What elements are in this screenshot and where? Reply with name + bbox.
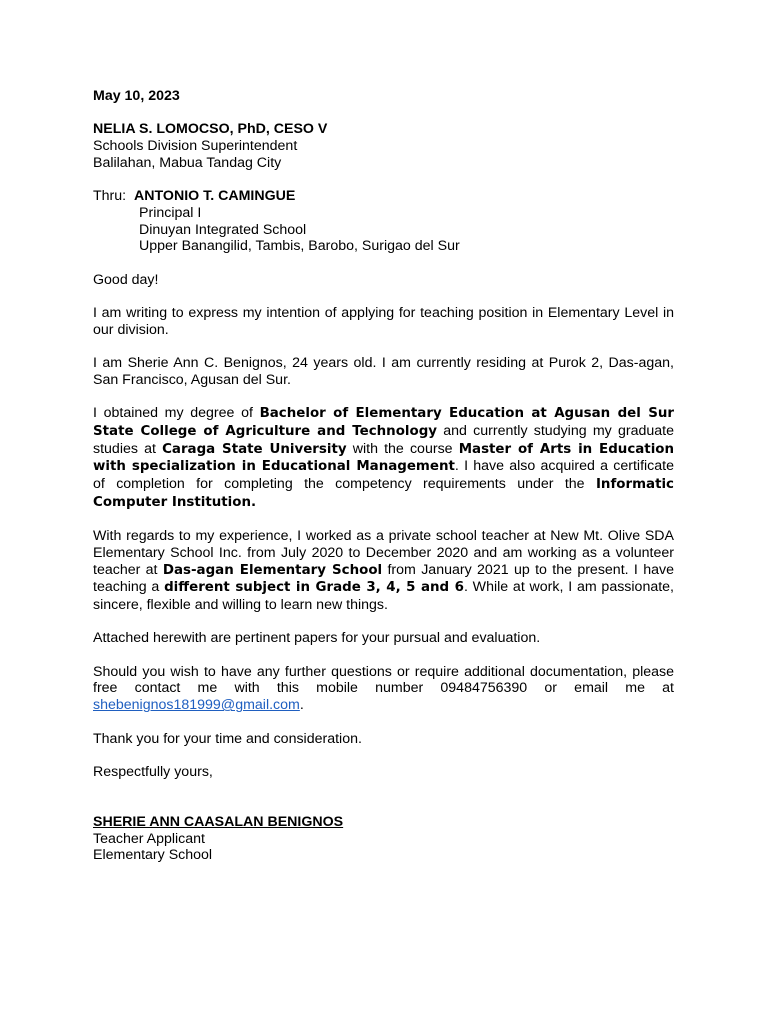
- letter-date: May 10, 2023: [93, 88, 180, 104]
- thru-address: Upper Banangilid, Tambis, Barobo, Surigao del Sur: [139, 238, 460, 255]
- grade-levels: different subject in Grade 3, 4, 5 and 6: [164, 580, 464, 596]
- recipient-title: Schools Division Superintendent: [93, 138, 298, 155]
- recipient-name: NELIA S. LOMOCSO, PhD, CESO V: [93, 121, 328, 138]
- paragraph-contact: [93, 664, 674, 714]
- email-link[interactable]: shebenignos181999@gmail.com: [93, 697, 300, 714]
- spacer: [93, 747, 674, 764]
- text-run: from January 2021 up to the present. I have teaching a: [93, 561, 674, 596]
- spacer: [93, 172, 674, 189]
- graduate-course: Master of Arts in Education with specialization in Educational Management: [93, 441, 675, 475]
- spacer: [93, 338, 674, 355]
- text-run: I obtained my degree of: [93, 405, 260, 422]
- text-run: .: [299, 697, 304, 714]
- spacer: [93, 781, 674, 798]
- university-name: Caraga State University: [162, 441, 347, 457]
- spacer: [93, 614, 674, 631]
- spacer: [93, 288, 674, 305]
- recipient-address: Balilahan, Mabua Tandag City: [93, 154, 282, 171]
- signature-title: Teacher Applicant: [93, 830, 205, 847]
- spacer: [93, 647, 674, 664]
- text-run: Should you wish to have any further questions or require additional documentation, please free contact me with this mobile number 09484756390 or email me at: [93, 663, 674, 697]
- paragraph-intent: I am writing to express my intention of applying for teaching position in Elementary Level in our division.: [93, 305, 674, 338]
- thru-title: Principal I: [139, 204, 202, 221]
- spacer: [93, 255, 674, 272]
- degree-name: Bachelor of Elementary Education at Agusan del Sur State College of Agriculture and Technology: [93, 406, 674, 439]
- thru-line: [93, 188, 674, 205]
- text-run: With regards to my experience, I worked as a private school teacher at New Mt. Olive SDA Elementary School Inc. from July 2020 to December 2020 and am working as a volunteer teacher at: [93, 528, 674, 578]
- paragraph-education: [93, 405, 674, 511]
- thru-label: Thru:: [93, 188, 127, 205]
- certificate-institution: Informatic Computer Institution.: [93, 477, 674, 510]
- recipient-block: [93, 121, 674, 171]
- signature-name: SHERIE ANN CAASALAN BENIGNOS: [93, 814, 344, 831]
- paragraph-thanks: Thank you for your time and consideration.: [93, 730, 362, 747]
- closing: Respectfully yours,: [93, 763, 213, 780]
- spacer: [93, 714, 674, 731]
- signature-dept: Elementary School: [93, 847, 213, 864]
- spacer: [93, 797, 674, 814]
- thru-school: Dinuyan Integrated School: [139, 221, 307, 238]
- spacer: [93, 511, 674, 528]
- paragraph-experience: [93, 528, 674, 614]
- spacer: [93, 389, 674, 406]
- paragraph-personal: I am Sherie Ann C. Benignos, 24 years old. I am currently residing at Purok 2, Das-agan, San Francisco, Agusan del Sur.: [93, 355, 674, 388]
- text-run: . While at work, I am passionate, sincere, flexible and willing to learn new things.: [93, 579, 674, 613]
- thru-block: [93, 188, 674, 255]
- text-run: with the course: [346, 440, 459, 457]
- text-run: and currently studying my graduate studies at: [93, 422, 674, 457]
- signature-block: [93, 814, 674, 864]
- thru-name: ANTONIO T. CAMINGUE: [134, 188, 296, 205]
- spacer: [93, 105, 674, 122]
- paragraph-attachments: Attached herewith are pertinent papers for your pursual and evaluation.: [93, 630, 541, 647]
- letter-document: [93, 88, 674, 864]
- text-run: . I have also acquired a certificate of completion for completing the competency requirements under the: [93, 458, 674, 493]
- current-school: Das-agan Elementary School: [162, 562, 383, 578]
- greeting: Good day!: [93, 271, 159, 288]
